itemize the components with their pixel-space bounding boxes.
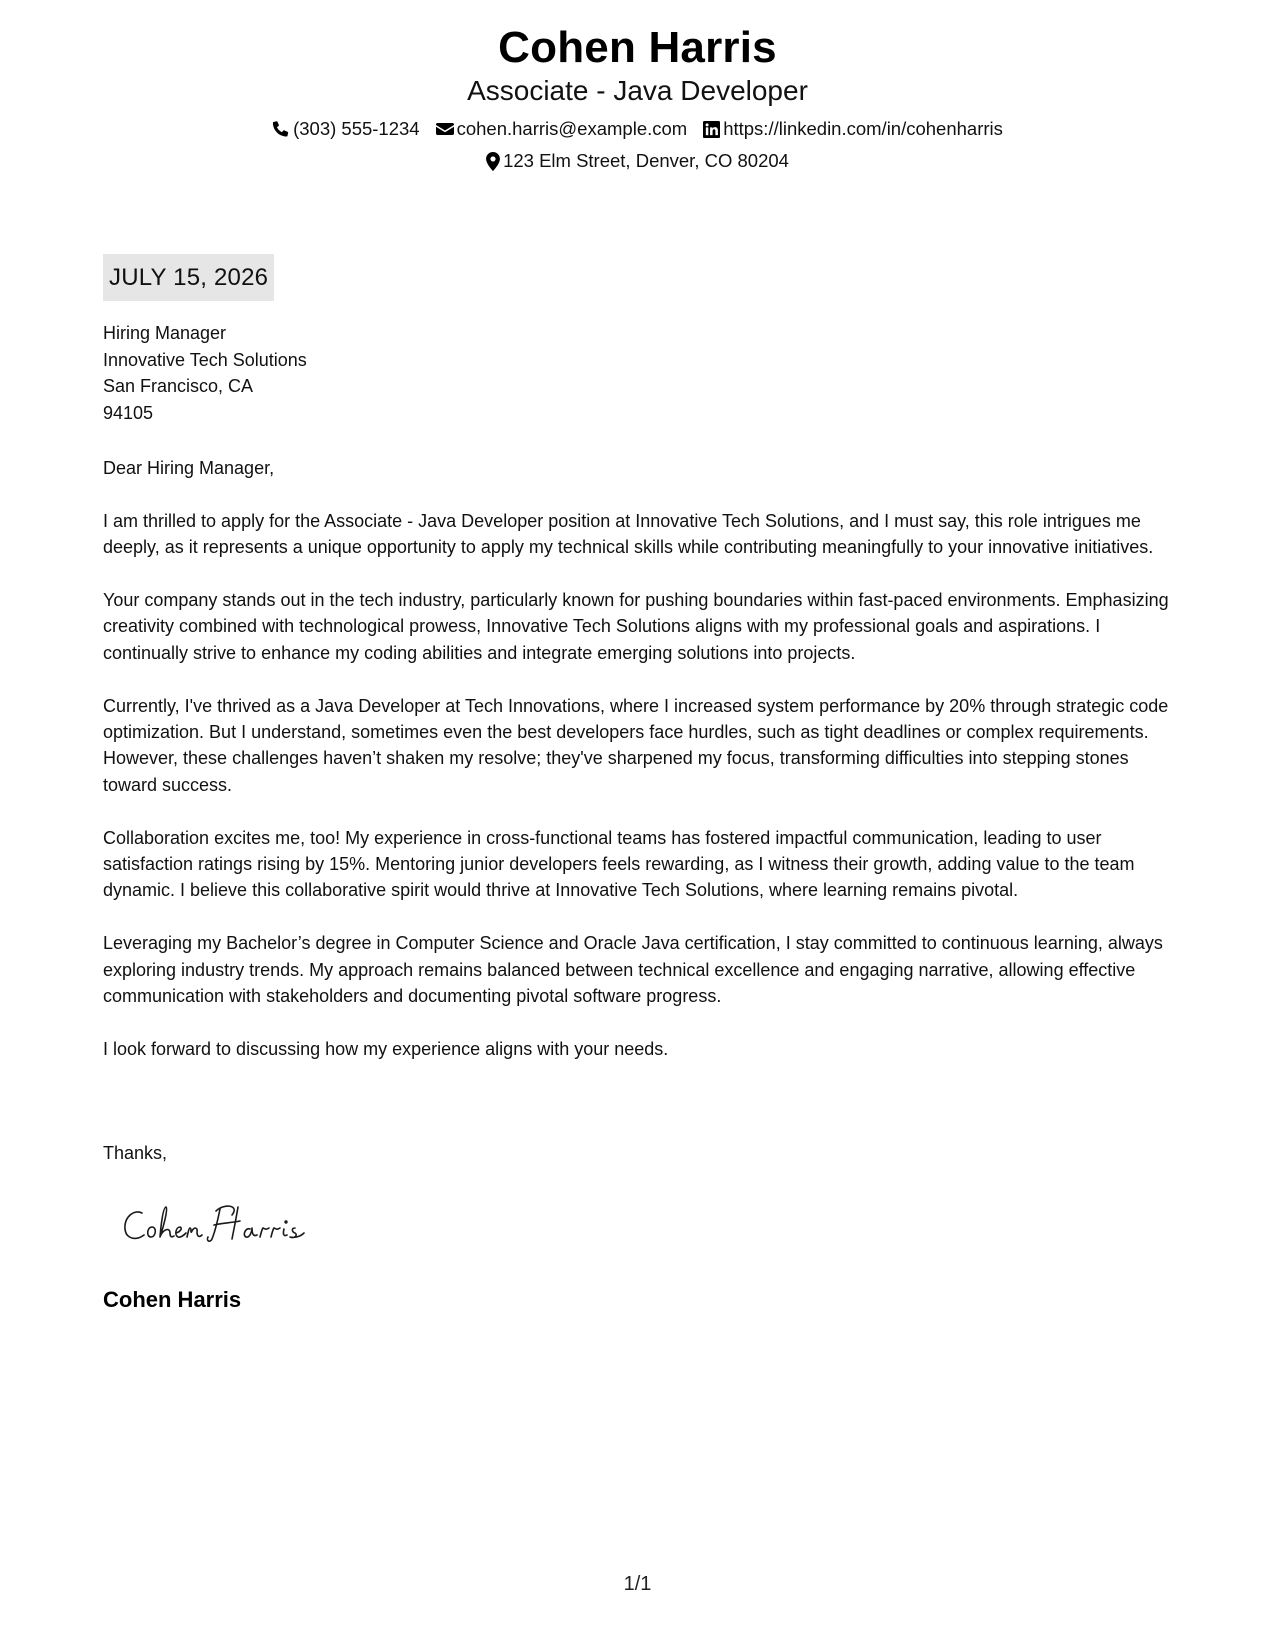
page-number: 1/1	[623, 1573, 652, 1595]
job-title: Associate - Java Developer	[467, 75, 808, 106]
recipient-zip: 94105	[103, 402, 154, 423]
envelope-icon	[436, 121, 454, 137]
email-contact[interactable]	[436, 117, 688, 141]
body-paragraph: Leveraging my Bachelor’s degree in Computer Science and Oracle Java certification, I stay committed to continuous learning, always exploring industry trends. My approach remains balanced between technical excellence and engaging narrative, allowing effective communication with stakeholders and documenting pivotal software progress.	[103, 933, 1163, 1007]
letter-date: JULY 15, 2026	[103, 254, 274, 301]
phone-number: (303) 555-1234	[293, 118, 420, 139]
phone-icon	[272, 120, 290, 138]
recipient-title: Hiring Manager	[103, 323, 227, 343]
signer-name: Cohen Harris	[103, 1287, 242, 1312]
letter-body	[103, 455, 1173, 1089]
email-address[interactable]: cohen.harris@example.com	[456, 118, 688, 139]
applicant-name: Cohen Harris	[498, 23, 777, 72]
recipient-company: Innovative Tech Solutions	[103, 349, 307, 370]
linkedin-url[interactable]: https://linkedin.com/in/cohenharris	[723, 118, 1003, 139]
closing: Thanks,	[103, 1143, 168, 1163]
body-paragraph: Your company stands out in the tech industry, particularly known for pushing boundaries within fast-paced environments. Emphasizing creativity combined with technological prowess, Innovative Tech Solutions aligns with my professional goals and aspirations. I continually strive to enhance my coding abilities and integrate emerging solutions into projects.	[103, 590, 1169, 663]
map-pin-icon	[486, 152, 500, 171]
recipient-city: San Francisco, CA	[103, 376, 254, 396]
phone-contact	[272, 117, 420, 141]
body-paragraph: Currently, I've thrived as a Java Developer at Tech Innovations, where I increased system performance by 20% through strategic code optimization. But I understand, sometimes even the best developers face hurdles, such as tight deadlines or complex requirements. However, these challenges haven’t shaken my resolve; they've sharpened my focus, transforming difficulties into stepping stones toward success.	[103, 695, 1169, 795]
address-line	[0, 149, 1275, 173]
street-address: 123 Elm Street, Denver, CO 80204	[503, 150, 789, 171]
handwritten-signature	[120, 1195, 350, 1255]
letter-header	[0, 22, 1275, 173]
salutation: Dear Hiring Manager,	[103, 458, 275, 478]
body-paragraph: Collaboration excites me, too! My experience in cross-functional teams has fostered impactful communication, leading to user satisfaction ratings rising by 15%. Mentoring junior developers feels rewarding, as I witness their growth, adding value to the team dynamic. I believe this collaborative spirit would thrive at Innovative Tech Solutions, where learning remains pivotal.	[103, 827, 1135, 901]
contact-line	[0, 117, 1275, 141]
linkedin-icon	[703, 121, 720, 138]
recipient-block	[103, 320, 307, 426]
address-contact	[486, 149, 789, 173]
linkedin-contact[interactable]	[703, 117, 1003, 141]
body-paragraph: I look forward to discussing how my experience aligns with your needs.	[103, 1038, 669, 1059]
body-paragraph: I am thrilled to apply for the Associate - Java Developer position at Innovative Tech Solutions, and I must say, this role intrigues me deeply, as it represents a unique opportunity to apply my technical skills while contributing meaningfully to your innovative initiatives.	[103, 510, 1154, 558]
